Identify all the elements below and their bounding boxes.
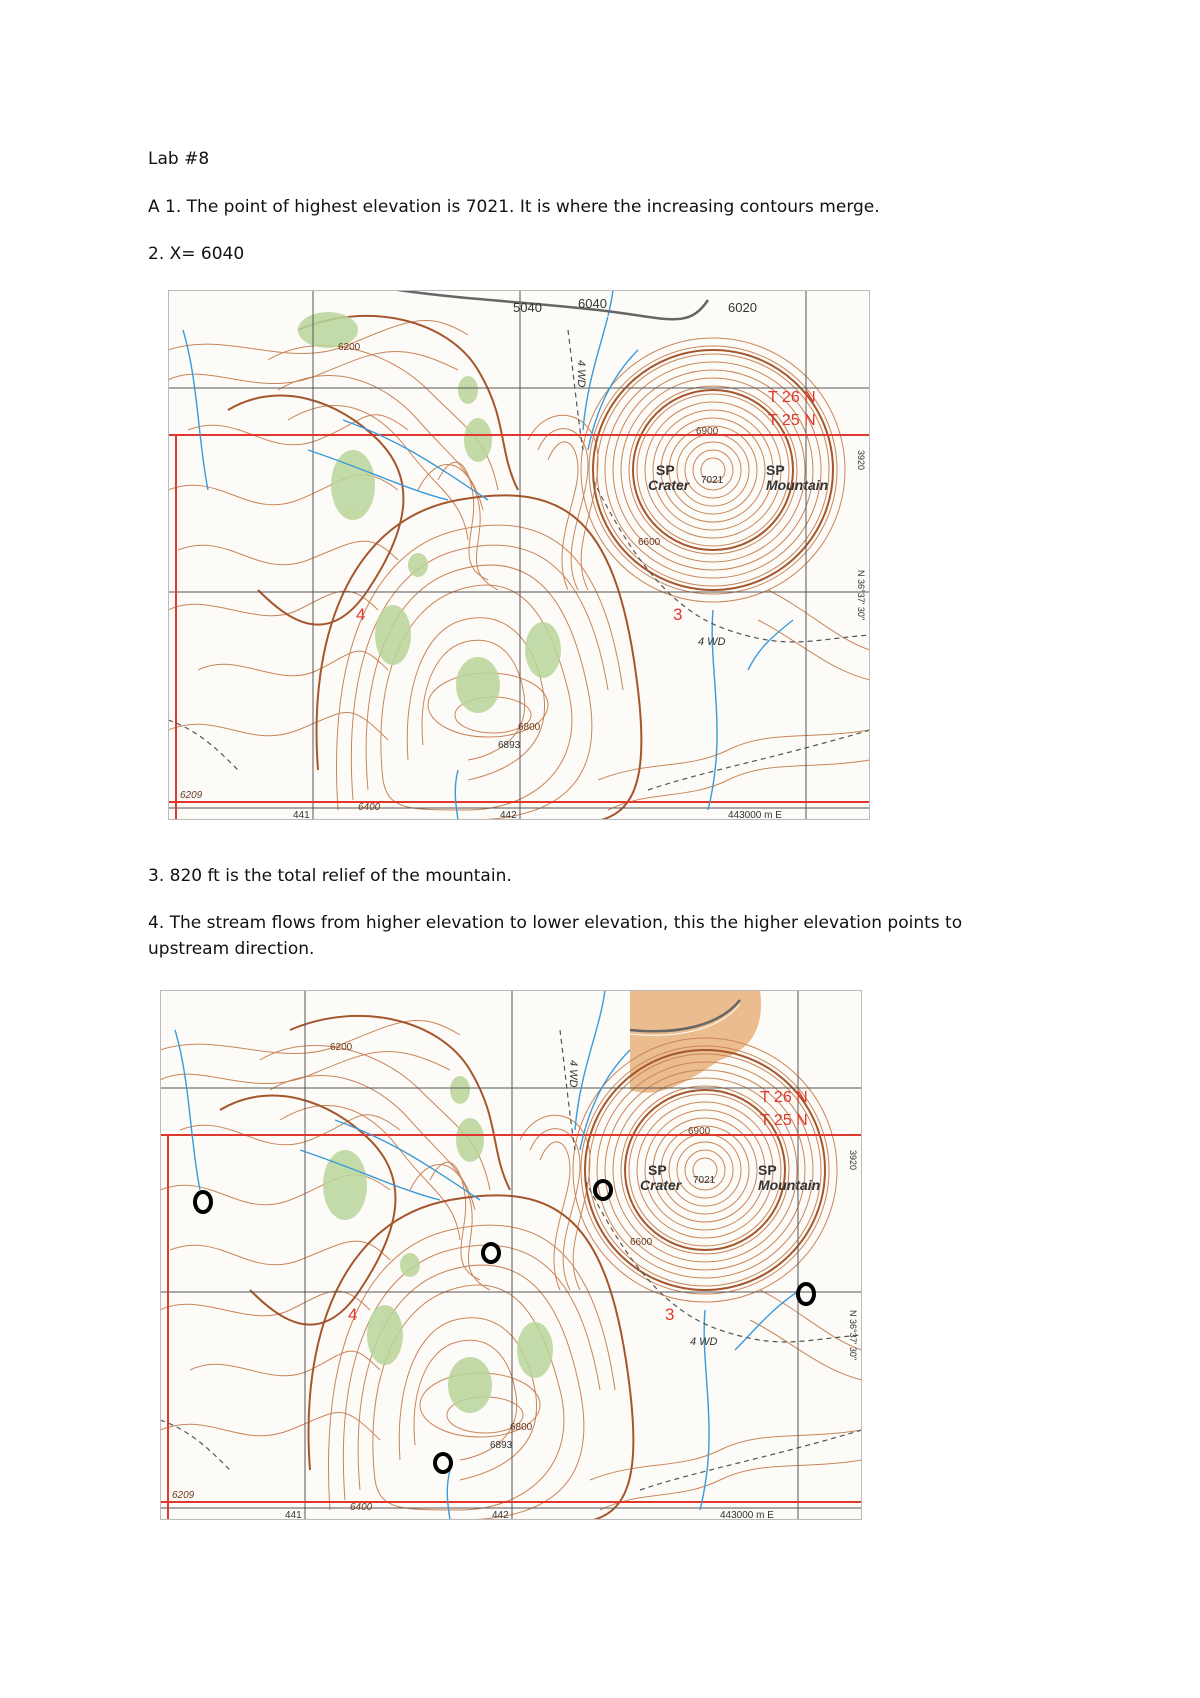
- easting-442: 442: [500, 810, 517, 820]
- contour-6900: 6900: [688, 1126, 711, 1137]
- topographic-map-2: [160, 990, 862, 1520]
- section-4: 4: [348, 1305, 358, 1324]
- northing-3920: 3920: [856, 450, 866, 471]
- answer-2: 2. X= 6040: [148, 244, 245, 264]
- contour-6200: 6200: [330, 1042, 353, 1053]
- trail-4wd: 4 WD: [698, 636, 726, 648]
- sp-mountain-sp: SP: [766, 462, 785, 478]
- peak-6893: 6893: [498, 740, 521, 751]
- spot-6040: 6040: [578, 296, 607, 311]
- t25-label: T 25 N: [760, 1112, 808, 1129]
- contour-6900: 6900: [696, 426, 719, 437]
- northing-label: N 36°37' 30": [848, 1310, 858, 1361]
- contour-6600: 6600: [638, 537, 661, 548]
- mountain-label: Mountain: [758, 1177, 821, 1193]
- elevation-6209: 6209: [172, 1490, 195, 1501]
- answer-4-line1: 4. The stream flows from higher elevation to lower elevation, this the higher elevation points to: [148, 913, 963, 933]
- summit-elevation: 7021: [701, 475, 724, 486]
- section-3: 3: [665, 1305, 675, 1324]
- contour-6800: 6800: [510, 1422, 533, 1433]
- t26-label: T 26 N: [768, 389, 816, 406]
- contour-6400: 6400: [350, 1502, 373, 1513]
- contour-6200: 6200: [338, 342, 361, 353]
- peak-6893: 6893: [490, 1440, 513, 1451]
- northing-3920: 3920: [848, 1150, 858, 1171]
- answer-3: 3. 820 ft is the total relief of the mountain.: [148, 866, 512, 886]
- section-4: 4: [356, 605, 366, 624]
- elevation-6209: 6209: [180, 790, 203, 801]
- lab-title: Lab #8: [148, 149, 210, 169]
- crater-label: Crater: [640, 1177, 682, 1193]
- trail-4wd: 4 WD: [690, 1336, 718, 1348]
- summit-elevation: 7021: [693, 1175, 716, 1186]
- t25-label: T 25 N: [768, 412, 816, 429]
- topographic-map-1: [168, 290, 870, 820]
- contour-6800: 6800: [518, 722, 541, 733]
- easting-441: 441: [285, 1510, 302, 1520]
- contour-6400: 6400: [358, 802, 381, 813]
- spot-5040: 5040: [513, 300, 542, 315]
- mountain-label: Mountain: [766, 477, 829, 493]
- contour-6600: 6600: [630, 1237, 653, 1248]
- sp-mountain-sp: SP: [758, 1162, 777, 1178]
- sp-crater-sp: SP: [656, 462, 675, 478]
- easting-441: 441: [293, 810, 310, 820]
- spot-6020: 6020: [728, 300, 757, 315]
- section-3: 3: [673, 605, 683, 624]
- easting-442: 442: [492, 1510, 509, 1520]
- easting-443: 443000 m E: [728, 810, 782, 820]
- answer-a1: A 1. The point of highest elevation is 7021. It is where the increasing contours merge.: [148, 197, 880, 217]
- northing-label: N 36°37' 30": [856, 570, 866, 621]
- answer-4-line2: upstream direction.: [148, 939, 315, 959]
- trail-4wd-vertical: 4 WD: [575, 360, 587, 388]
- trail-4wd-vertical: 4 WD: [567, 1060, 579, 1088]
- crater-label: Crater: [648, 477, 690, 493]
- easting-443: 443000 m E: [720, 1510, 774, 1520]
- sp-crater-sp: SP: [648, 1162, 667, 1178]
- t26-label: T 26 N: [760, 1089, 808, 1106]
